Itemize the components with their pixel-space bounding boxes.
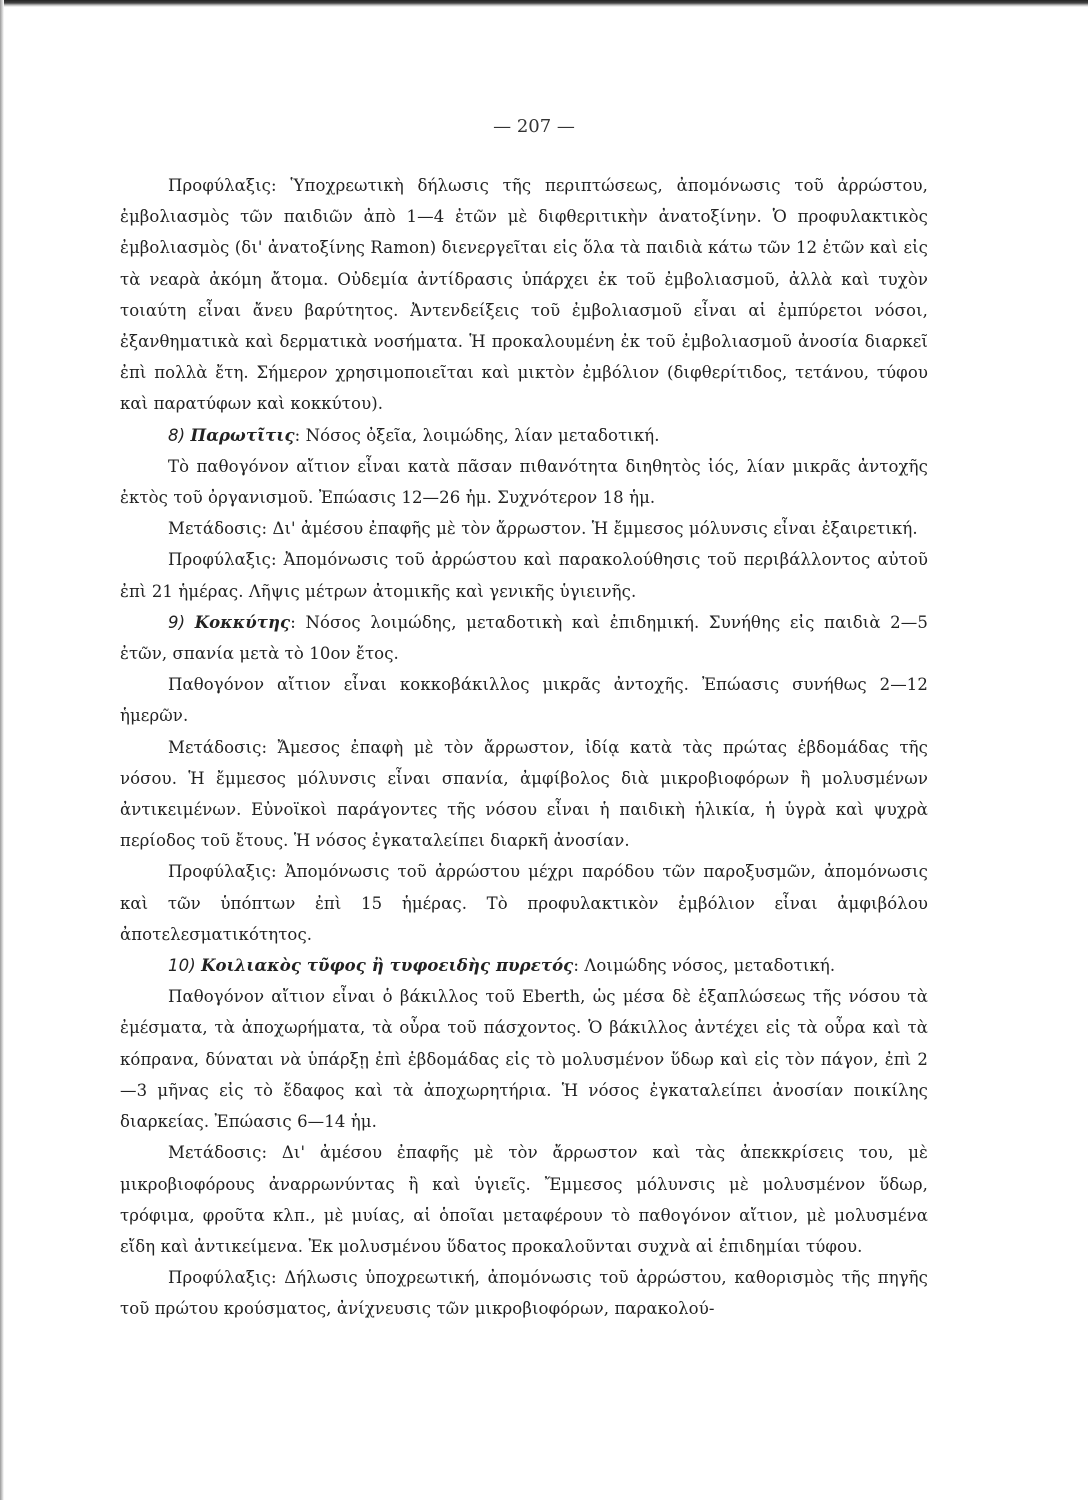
paragraph-typhoid-transmission: Μετάδοσις: Δι' ἀμέσου ἐπαφῆς μὲ τὸν ἄρρωστον καὶ τὰς ἀπεκκρίσεις του, μὲ μικροβιοφόρους ἀναρρωνύντας ἢ καὶ ὑγιεῖς. Ἔμμεσος μόλυνσις μὲ μολυσμένον ὕδωρ, τρόφιμα, φροῦτα κλπ., μὲ μυίας, αἱ ὁποῖαι μεταφέρουν τὸ παθογόνον αἴτιον, μὲ μολυσμένα εἴδη καὶ ἀντικείμενα. Ἐκ μολυσμένου ὕδατος προκαλοῦνται συχνὰ αἱ ἐπιδημίαι τύφου.	[120, 1143, 928, 1256]
paragraph-typhoid-prophylaxis: Προφύλαξις: Δήλωσις ὑποχρεωτική, ἀπομόνωσις τοῦ ἀρρώστου, καθορισμὸς τῆς πηγῆς τοῦ πρώτου κρούσματος, ἀνίχνευσις τῶν μικροβιοφόρων, παρακολού-	[120, 1268, 928, 1319]
section-title: Κοιλιακὸς τῦφος ἢ τυφοειδὴς πυρετός	[201, 956, 574, 976]
paragraph-pertussis-transmission: Μετάδοσις: Ἄμεσος ἐπαφὴ μὲ τὸν ἄρρωστον, ἰδίᾳ κατὰ τὰς πρώτας ἑβδομάδας τῆς νόσου. Ἡ ἔμμεσος μόλυνσις εἶναι σπανία, ἀμφίβολος διὰ μικροβιοφόρων ἢ μολυσμένων ἀντικειμένων. Εὐνοϊκοὶ παράγοντες τῆς νόσου εἶναι ἡ παιδικὴ ἡλικία, ἡ ὑγρὰ καὶ ψυχρὰ περίοδος τοῦ ἔτους. Ἡ νόσος ἐγκαταλείπει διαρκῆ ἀνοσίαν.	[120, 737, 928, 851]
paragraph-mumps-pathogen: Τὸ παθογόνον αἴτιον εἶναι κατὰ πᾶσαν πιθανότητα διηθητὸς ἰός, λίαν μικρᾶς ἀντοχῆς ἐκτὸς τοῦ ὀργανισμοῦ. Ἐπώασις 12—26 ἡμ. Συχνότερον 18 ἡμ.	[120, 456, 928, 508]
section-intro: : Νόσος ὀξεῖα, λοιμώδης, λίαν μεταδοτική.	[294, 425, 660, 445]
section-title: Παρωτῖτις	[190, 425, 295, 445]
section-title: Κοκκύτης	[194, 612, 291, 632]
section-intro: : Λοιμώδης νόσος, μεταδοτική.	[573, 956, 836, 976]
body-text	[120, 170, 928, 1325]
document-page	[120, 112, 928, 1319]
paragraph-diphtheria-prophylaxis: Προφύλαξις: Ὑποχρεωτικὴ δήλωσις τῆς περιπτώσεως, ἀπομόνωσις τοῦ ἀρρώστου, ἐμβολιασμὸς τῶν παιδιῶν ἀπὸ 1—4 ἐτῶν μὲ διφθεριτικὴν ἀνατοξίνην. Ὁ προφυλακτικὸς ἐμβολιασμὸς (δι' ἀνατοξίνης Ramon) διενεργεῖται εἰς ὅλα τὰ παιδιὰ κάτω τῶν 12 ἐτῶν καὶ εἰς τὰ νεαρὰ ἀκόμη ἄτομα. Οὐδεμία ἀντίδρασις ὑπάρχει ἐκ τοῦ ἐμβολιασμοῦ, ἀλλὰ καὶ τυχὸν τοιαύτη εἶναι ἄνευ βαρύτητος. Ἀντενδείξεις τοῦ ἐμβολιασμοῦ εἶναι αἱ ἐμπύρετοι νόσοι, ἐξανθηματικὰ καὶ δερματικὰ νοσήματα. Ἡ προκαλουμένη ἐκ τοῦ ἐμβολιασμοῦ ἀνοσία διαρκεῖ ἐπὶ πολλὰ ἔτη. Σήμερον χρησιμοποιεῖται καὶ μικτὸν ἐμβόλιον (διφθερίτιδος, τετάνου, τύφου καὶ παρατύφων καὶ κοκκύτου).	[120, 176, 928, 414]
section-heading-pertussis	[120, 607, 928, 669]
section-number: 8)	[168, 425, 186, 445]
section-heading-mumps	[120, 420, 928, 451]
section-number: 9)	[168, 612, 186, 632]
paragraph-pertussis-prophylaxis: Προφύλαξις: Ἀπομόνωσις τοῦ ἀρρώστου μέχρι παρόδου τῶν παροξυσμῶν, ἀπομόνωσις καὶ τῶν ὑπόπτων ἐπὶ 15 ἡμέρας. Τὸ προφυλακτικὸν ἐμβόλιον εἶναι ἀμφιβόλου ἀποτελεσματικότητος.	[120, 862, 928, 944]
scan-left-edge	[0, 0, 4, 1500]
paragraph-mumps-prophylaxis: Προφύλαξις: Ἀπομόνωσις τοῦ ἀρρώστου καὶ παρακολούθησις τοῦ περιβάλλοντος αὐτοῦ ἐπὶ 21 ἡμέρας. Λῆψις μέτρων ἀτομικῆς καὶ γενικῆς ὑγιεινῆς.	[120, 550, 928, 601]
paragraph-typhoid-pathogen: Παθογόνον αἴτιον εἶναι ὁ βάκιλλος τοῦ Eberth, ὡς μέσα δὲ ἐξαπλώσεως τῆς νόσου τὰ ἐμέσματα, τὰ ἀποχωρήματα, τὰ οὖρα τοῦ πάσχοντος. Ὁ βάκιλλος ἀντέχει εἰς τὰ οὖρα καὶ τὰ κόπρανα, δύναται νὰ ὑπάρξῃ ἐπὶ ἑβδομάδας εἰς τὸ μολυσμένον ὕδωρ καὶ εἰς τὸν πάγον, ἐπὶ 2—3 μῆνας εἰς τὸ ἔδαφος καὶ τὰ ἀποχωρητήρια. Ἡ νόσος ἐγκαταλείπει ἀνοσίαν ποικίλης διαρκείας. Ἐπώασις 6—14 ἡμ.	[120, 987, 928, 1132]
paragraph-mumps-transmission: Μετάδοσις: Δι' ἀμέσου ἐπαφῆς μὲ τὸν ἄρρωστον. Ἡ ἔμμεσος μόλυνσις εἶναι ἐξαιρετική.	[168, 519, 918, 539]
page-number: — 207 —	[493, 116, 575, 137]
scan-top-edge	[0, 0, 1088, 7]
section-heading-typhoid	[120, 950, 928, 981]
section-number: 10)	[168, 956, 196, 976]
section-intro: : Νόσος λοιμώδης, μεταδοτικὴ καὶ ἐπιδημική. Συνήθης εἰς παιδιὰ 2—5 ἐτῶν, σπανία μετὰ τὸ 10ον ἔτος.	[120, 612, 928, 664]
paragraph-pertussis-pathogen: Παθογόνον αἴτιον εἶναι κοκκοβάκιλλος μικρᾶς ἀντοχῆς. Ἐπώασις συνήθως 2—12 ἡμερῶν.	[120, 675, 928, 726]
